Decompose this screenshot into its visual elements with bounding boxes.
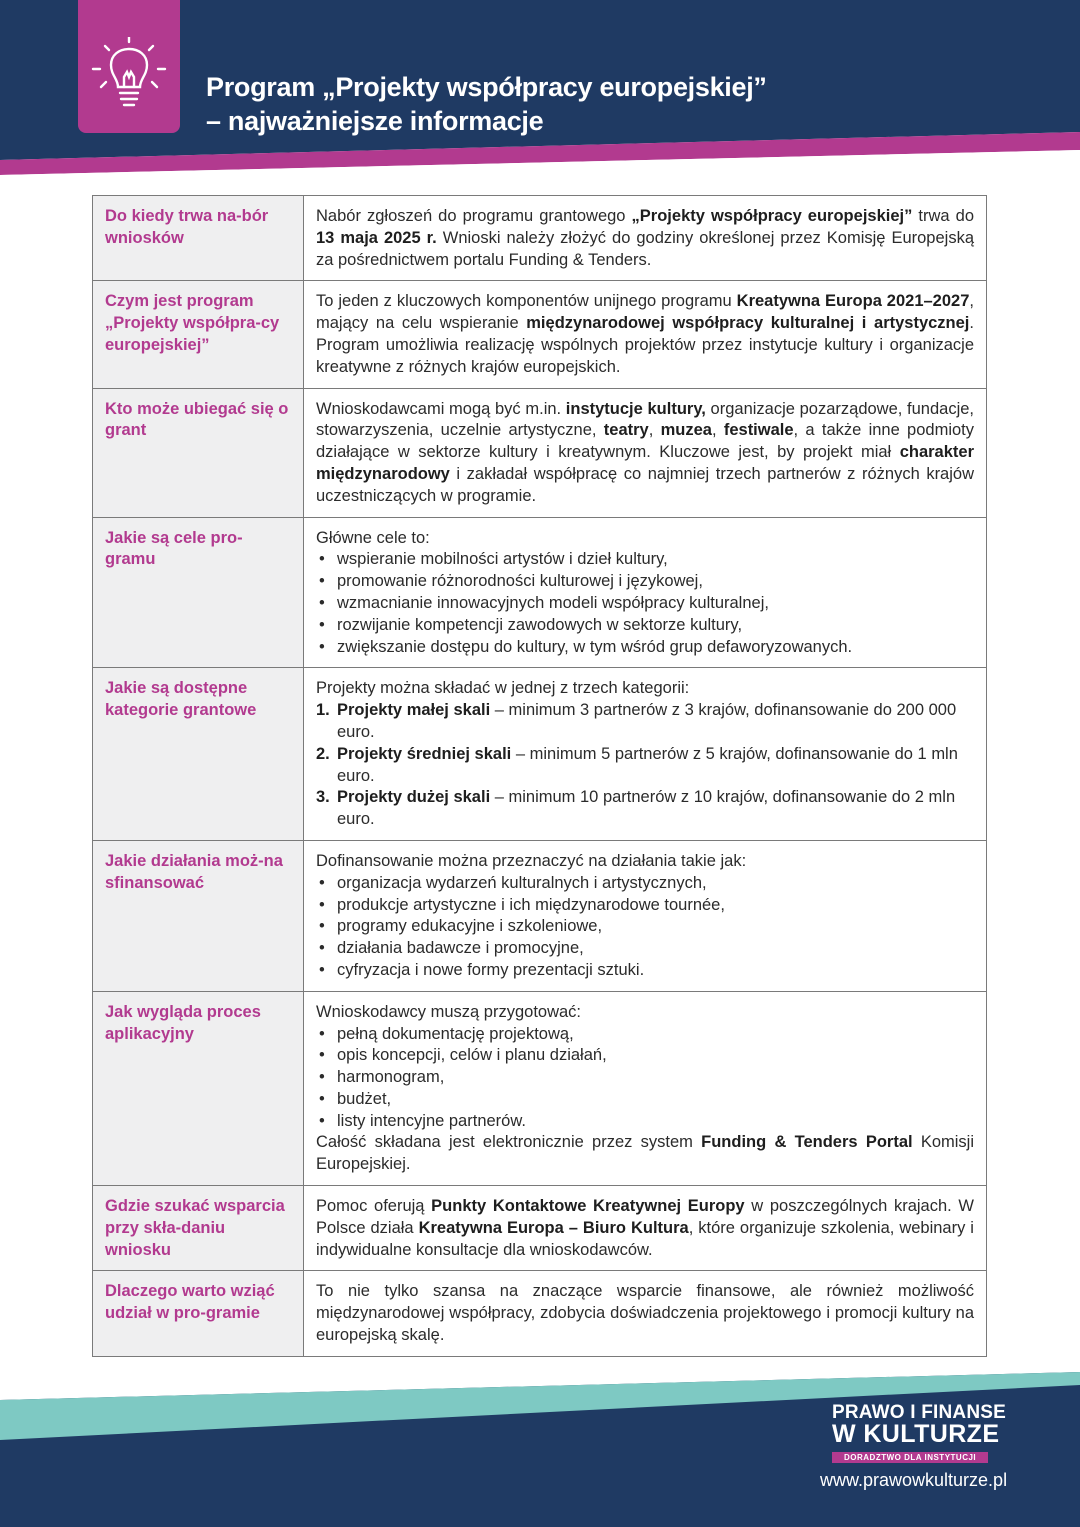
text — [316, 1196, 974, 1261]
text: , a także inne podmioty działające w sektorze kultury i kreatywnym. Kluczowe jest, by projekt miał — [316, 421, 975, 462]
text: – minimum 10 partnerów z 10 krajów, dofinansowanie do 2 mln euro. — [337, 788, 956, 829]
list-item: • promowanie różnorodności kulturowej i językowej, — [316, 571, 974, 593]
text: Projekty można składać w jednej z trzech kategorii: — [316, 679, 690, 698]
row-answer — [304, 281, 987, 388]
list-item: • wzmacnianie innowacyjnych modeli współpracy kulturalnej, — [316, 593, 974, 615]
lightbulb-icon-box — [78, 0, 180, 133]
bold-text: Kreatywna Europa – Biuro Kultura — [418, 1218, 689, 1237]
text: , — [711, 421, 724, 440]
list-item: • pełną dokumentację projektową, — [316, 1024, 974, 1046]
lightbulb-icon — [91, 37, 167, 113]
row-question: Jakie są cele pro-gramu — [93, 517, 304, 668]
bold-text: 13 maja 2025 r. — [316, 228, 437, 247]
table-row — [93, 1271, 987, 1356]
list-item: • opis koncepcji, celów i planu działań, — [316, 1045, 974, 1067]
text — [316, 291, 974, 378]
list-item — [316, 700, 974, 744]
text: , mający na celu wspieranie — [316, 292, 974, 333]
categories-list — [316, 700, 974, 831]
table-row — [93, 196, 987, 281]
table-row — [93, 517, 987, 668]
bold-text: festiwale — [723, 421, 794, 440]
list-item: • działania badawcze i promocyjne, — [316, 938, 974, 960]
table-row — [93, 281, 987, 388]
documents-list — [316, 1024, 974, 1133]
text: organizacje pozarządowe, fundacje, stowarzyszenia, uczelnie artystyczne, — [316, 399, 974, 440]
text: To jeden z kluczowych komponentów unijnego programu — [316, 292, 737, 311]
text: w poszczególnych krajach. W Polsce działa — [316, 1197, 974, 1237]
row-question: Do kiedy trwa na-bór wniosków — [93, 196, 304, 281]
text: Dofinansowanie można przeznaczyć na działania takie jak: — [316, 851, 747, 870]
table-row — [93, 668, 987, 841]
table-row — [93, 1186, 987, 1271]
row-answer — [304, 196, 987, 281]
title-line-1: Program „Projekty współpracy europejskiej” — [206, 72, 767, 102]
text: 1. — [316, 701, 330, 720]
text: Komisji Europejskiej. — [316, 1133, 974, 1174]
title-line-2: – najważniejsze informacje — [206, 106, 544, 136]
text: – minimum 3 partnerów z 3 krajów, dofinansowanie do 200 000 euro. — [337, 701, 957, 741]
list-item — [316, 787, 974, 831]
list-item: • rozwijanie kompetencji zawodowych w sektorze kultury, — [316, 615, 974, 637]
bold-text: Punkty Kontaktowe Kreatywnej Europy — [431, 1197, 745, 1216]
text: i zakładał współpracę co najmniej trzech partnerów z różnych krajów uczestniczących w programie. — [316, 464, 974, 505]
text: Całość składana jest elektronicznie przez system — [316, 1133, 702, 1152]
text: Wnioski należy złożyć do godziny określonej przez Komisję Europejską za pośrednictwem portalu Funding & Tenders. — [316, 228, 974, 269]
brand-line-1: PRAWO I FINANSE — [832, 1402, 1007, 1423]
website-link[interactable]: www.prawowkulturze.pl — [820, 1470, 1008, 1490]
text — [316, 1132, 974, 1176]
row-answer — [304, 668, 987, 841]
row-question: Dlaczego warto wziąć udział w pro-gramie — [93, 1271, 304, 1356]
text: Pomoc oferują — [316, 1197, 432, 1216]
text: trwa do — [912, 207, 974, 225]
text: Wnioskodawcy muszą przygotować: — [316, 1002, 582, 1021]
bold-text: charakter międzynarodowy — [316, 443, 974, 483]
table-row — [93, 991, 987, 1185]
bold-text: Projekty średniej skali — [337, 744, 512, 763]
text: Wnioskodawcami mogą być m.in. — [316, 399, 566, 418]
list-item: • produkcje artystyczne i ich międzynarodowe tournée, — [316, 895, 974, 917]
text: Nabór zgłoszeń do programu grantowego — [316, 207, 632, 225]
list-item: • programy edukacyjne i szkoleniowe, — [316, 916, 974, 938]
list-item: • budżet, — [316, 1089, 974, 1111]
row-question: Gdzie szukać wsparcia przy skła-daniu wniosku — [93, 1186, 304, 1271]
bold-text: „Projekty współpracy europejskiej” — [631, 207, 913, 225]
text — [316, 399, 974, 508]
row-answer — [304, 388, 987, 517]
text — [316, 206, 974, 271]
activities-list — [316, 873, 974, 982]
text: To nie tylko szansa na znaczące wsparcie finansowe, ale również możliwość międzynarodowej współpracy, zdobycia doświadczenia projektowego i promocji kultury na europejską skalę. — [316, 1282, 974, 1345]
bold-text: Kreatywna Europa 2021–2027 — [736, 292, 970, 311]
info-table — [92, 195, 987, 1357]
row-question: Jakie są dostępne kategorie grantowe — [93, 668, 304, 841]
bold-text: instytucje kultury, — [565, 399, 706, 418]
row-question: Czym jest program „Projekty współpra-cy europejskiej” — [93, 281, 304, 388]
bold-text: międzynarodowej współpracy kulturalnej i artystycznej — [526, 314, 970, 333]
brand-line-2: W KULTURZE — [832, 1420, 1000, 1448]
list-item: • cyfryzacja i nowe formy prezentacji sztuki. — [316, 960, 974, 982]
list-item: • harmonogram, — [316, 1067, 974, 1089]
bold-text: muzea — [660, 421, 712, 440]
row-answer — [304, 1271, 987, 1356]
row-answer — [304, 991, 987, 1185]
brand-tagline: DORADZTWO DLA INSTYTUCJI — [832, 1452, 988, 1463]
list-item: • zwiększanie dostępu do kultury, w tym wśród grup defaworyzowanych. — [316, 637, 974, 659]
text: , które organizuje szkolenia, webinary i indywidualne konsultacje dla wnioskodawców. — [316, 1218, 974, 1259]
text: , — [648, 421, 661, 440]
row-question: Jak wygląda proces aplikacyjny — [93, 991, 304, 1185]
bold-text: Funding & Tenders Portal — [701, 1133, 913, 1152]
row-question: Kto może ubiegać się o grant — [93, 388, 304, 517]
text: 2. — [316, 744, 330, 763]
list-item: • organizacja wydarzeń kulturalnych i artystycznych, — [316, 873, 974, 895]
bold-text: Projekty małej skali — [337, 701, 491, 720]
row-answer — [304, 1186, 987, 1271]
goals-list — [316, 549, 974, 658]
text: Główne cele to: — [316, 528, 430, 547]
list-item — [316, 744, 974, 788]
table-row — [93, 388, 987, 517]
brand-logo — [832, 1403, 1006, 1465]
row-answer — [304, 840, 987, 991]
text: – minimum 5 partnerów z 5 krajów, dofinansowanie do 1 mln euro. — [337, 744, 958, 785]
list-item: • wspieranie mobilności artystów i dzieł kultury, — [316, 549, 974, 571]
text: 3. — [316, 788, 330, 807]
table-row — [93, 840, 987, 991]
list-item: • listy intencyjne partnerów. — [316, 1111, 974, 1133]
row-answer — [304, 517, 987, 668]
row-question: Jakie działania moż-na sfinansować — [93, 840, 304, 991]
bold-text: teatry — [603, 421, 649, 440]
text: . Program umożliwia realizację wspólnych projektów przez instytucje kultury i organizacje kreatywne z różnych krajów europejskich. — [316, 314, 974, 376]
bold-text: Projekty dużej skali — [337, 788, 491, 807]
page-title — [206, 70, 767, 138]
